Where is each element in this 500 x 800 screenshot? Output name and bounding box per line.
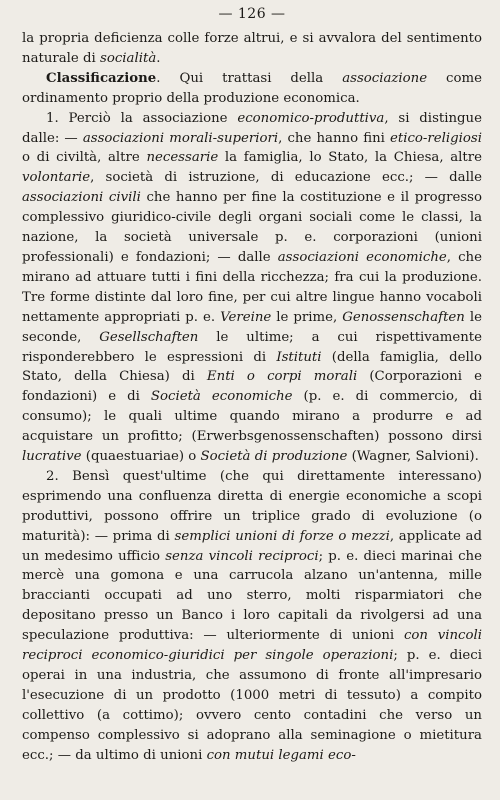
italic-term: economico-produttiva <box>237 110 385 126</box>
text-run: (quaestuariae) o <box>81 449 201 465</box>
text-run: 2. Bensì quest'ultime (che qui direttamente interessano) esprimendo una confluenza diretta di energie economiche a scopi produttivi, possono offrire un triplice grado di evoluzione (o maturità): — prima di <box>22 468 482 544</box>
italic-term: necessarie <box>146 150 219 166</box>
text-run: le ultime; a cui rispettivamente risponderebbero le espressioni di <box>22 329 482 365</box>
page-number: — 126 — <box>218 6 286 22</box>
italic-term: con vincoli reciproci economico-giuridici per singole operazioni <box>22 628 483 664</box>
text-run: la propria deficienza colle forze altrui, e si avvalora del sentimento naturale di <box>22 31 482 66</box>
italic-term: Vereine <box>220 309 272 325</box>
text-run: le prime, <box>271 309 343 325</box>
italic-term: associazioni civili <box>22 190 141 206</box>
italic-term: Società economiche <box>150 389 293 405</box>
italic-term: Società di produzione <box>200 449 348 465</box>
text-run: . <box>156 50 161 66</box>
text-run: la famiglia, lo Stato, la Chiesa, altre <box>218 150 483 166</box>
italic-term: associazione <box>342 70 428 86</box>
section-heading: Classificazione <box>46 70 157 86</box>
italic-term: senza vincoli reciproci <box>165 548 319 564</box>
italic-term: Genossenschaften <box>342 309 465 325</box>
text-run: (Wagner, Salvioni). <box>347 449 479 465</box>
text-run: 1. Perciò la associazione <box>46 110 238 126</box>
italic-term: lucrative <box>22 449 82 465</box>
text-run: , che hanno fini <box>278 130 391 146</box>
text-run: . Qui trattasi della <box>156 70 343 86</box>
italic-term: Istituti <box>276 349 322 365</box>
italic-term: semplici unioni di forze o mezzi <box>174 528 390 544</box>
text-run: che hanno per fine la costituzione e il progresso complessivo giuridico-civile degli organi sociali come le classi, la nazione, la società universale p. e. corporazioni (unioni professionali) e fondazioni; — dalle <box>22 190 482 265</box>
paragraph-2 <box>22 467 482 766</box>
italic-term: Enti o corpi morali <box>206 369 358 385</box>
paragraph-1 <box>22 109 482 467</box>
italic-term: socialità <box>100 50 157 66</box>
text-run: ; p. e. dieci marinai che mercè una gomona e una carrucola alzano un'antenna, mille braccianti occupati ad uno sterro, molti risparmiatori che depositano presso un Banco i loro capitali da rivolgersi ad una speculazione produttiva: — ulteriormente di unioni <box>22 548 482 644</box>
text-run: (p. e. di commercio, di consumo); le quali ultime quando mirano a produrre e ad acquistare un profitto; (Erwerbsgenossenschaften) possono dirsi <box>22 389 482 445</box>
text-run: , si distingue dalle: — <box>22 110 482 146</box>
italic-term: associazioni economiche <box>277 249 447 265</box>
italic-term: Gesellschaften <box>99 329 199 345</box>
text-run: (Corporazioni e fondazioni) e di <box>22 369 482 405</box>
text-run: o di civiltà, altre <box>22 150 147 166</box>
italic-term: volontarie <box>22 170 91 186</box>
body-text <box>22 29 482 766</box>
text-run: (della famiglia, dello Stato, della Chiesa) di <box>22 349 482 385</box>
text-run: , applicate ad un medesimo ufficio <box>22 528 482 564</box>
italic-term: etico-religiosi <box>390 130 483 146</box>
italic-term: associazioni morali-superiori <box>82 130 279 146</box>
italic-term: con mutui legami eco- <box>206 747 356 763</box>
text-run: come ordinamento proprio della produzione economica. <box>22 70 482 106</box>
paragraph-continuation <box>22 29 482 69</box>
text-run: ; p. e. dieci operai in una industria, che assumono di fronte all'impresario l'esecuzione di un prodotto (1000 metri di tessuto) a compito collettivo (a cottimo); ovvero cento contadini che verso un compenso complessivo si adoprano alla seminagione o mietitura ecc.; — da ultimo di unioni <box>22 648 482 763</box>
paragraph-classificazione <box>22 69 482 109</box>
text-run: , società di istruzione, di educazione ecc.; — dalle <box>90 170 482 186</box>
text-run: , che mirano ad attuare tutti i fini della ricchezza; fra cui la produzione. Tre forme distinte dal loro fine, per cui altre lingue hanno vocaboli nettamente appropriati p. e. <box>22 249 482 325</box>
text-run: le seconde, <box>22 309 482 345</box>
